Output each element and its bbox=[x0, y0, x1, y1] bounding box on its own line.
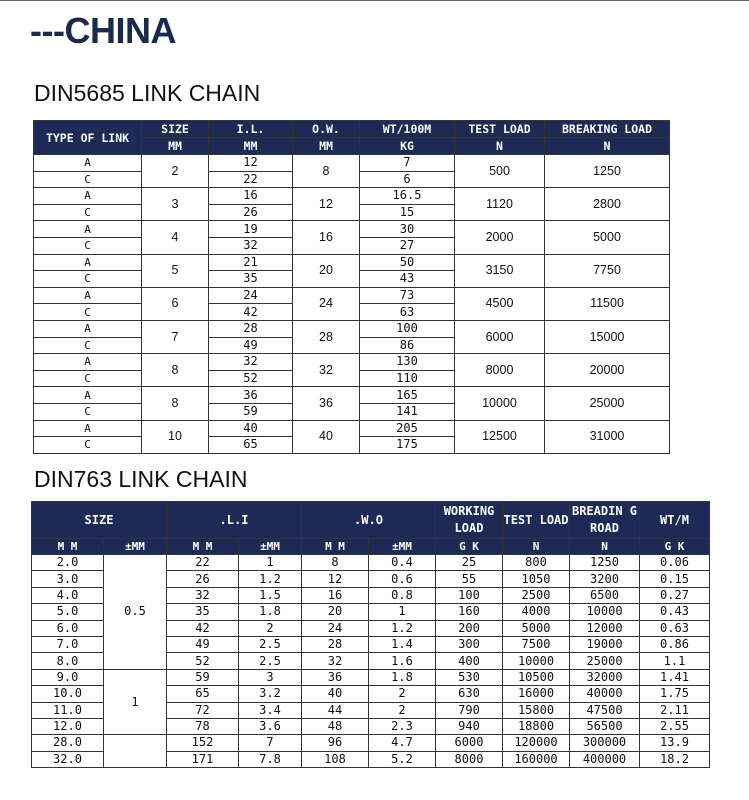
working-load-cell: 25 bbox=[436, 555, 503, 571]
test-load-cell: 160000 bbox=[503, 751, 570, 767]
il-tolerance-cell: 3.6 bbox=[239, 718, 302, 734]
size-cell: 6 bbox=[142, 287, 209, 320]
wo-tolerance-cell: 1.6 bbox=[369, 653, 436, 669]
table-row bbox=[32, 735, 710, 751]
subheader-size-mm: M M bbox=[32, 539, 104, 555]
table-row bbox=[34, 155, 670, 172]
table-row bbox=[34, 254, 670, 271]
link-type-cell: C bbox=[34, 370, 142, 387]
size-cell: 5 bbox=[142, 254, 209, 287]
test-load-cell: 15800 bbox=[503, 702, 570, 718]
il-cell: 40 bbox=[209, 420, 293, 437]
subheader-il-mm: M M bbox=[167, 539, 239, 555]
il-cell: 12 bbox=[209, 155, 293, 172]
table-row bbox=[34, 320, 670, 337]
wo-tolerance-cell: 1.8 bbox=[369, 669, 436, 685]
wo-cell: 48 bbox=[302, 718, 369, 734]
link-type-cell: A bbox=[34, 354, 142, 371]
subheader-test-unit: N bbox=[503, 539, 570, 555]
test-load-cell: 120000 bbox=[503, 735, 570, 751]
il-cell: 42 bbox=[167, 620, 239, 636]
size-cell: 8 bbox=[142, 387, 209, 420]
wt-cell: 1.75 bbox=[640, 686, 710, 702]
il-tolerance-cell: 2.5 bbox=[239, 653, 302, 669]
wo-cell: 20 bbox=[302, 604, 369, 620]
wt-cell: 73 bbox=[360, 287, 455, 304]
header-type-of-link: TYPE OF LINK bbox=[34, 121, 142, 155]
header-wt: WT/100M bbox=[360, 121, 455, 138]
breaking-load-cell: 56500 bbox=[570, 718, 640, 734]
il-cell: 32 bbox=[209, 237, 293, 254]
il-cell: 49 bbox=[209, 337, 293, 354]
test-load-cell: 2500 bbox=[503, 587, 570, 603]
breaking-load-cell: 3200 bbox=[570, 571, 640, 587]
table-row bbox=[32, 669, 710, 685]
wt-cell: 2.11 bbox=[640, 702, 710, 718]
il-tolerance-cell: 3 bbox=[239, 669, 302, 685]
working-load-cell: 940 bbox=[436, 718, 503, 734]
wo-tolerance-cell: 0.6 bbox=[369, 571, 436, 587]
table-row bbox=[34, 354, 670, 371]
test-load-cell: 800 bbox=[503, 555, 570, 571]
header-test-load: TEST LOAD bbox=[455, 121, 545, 138]
test-load-cell: 10000 bbox=[455, 387, 545, 420]
test-load-cell: 500 bbox=[455, 155, 545, 188]
size-tolerance-cell: 0.5 bbox=[104, 555, 167, 670]
header-size-unit: MM bbox=[142, 138, 209, 155]
header-il-unit: MM bbox=[209, 138, 293, 155]
ow-cell: 32 bbox=[293, 354, 360, 387]
test-load-cell: 6000 bbox=[455, 320, 545, 353]
subheader-size-tol: ±MM bbox=[104, 539, 167, 555]
wt-cell: 0.06 bbox=[640, 555, 710, 571]
size-tolerance-cell-empty bbox=[104, 735, 167, 768]
il-cell: 22 bbox=[167, 555, 239, 571]
wt-cell: 110 bbox=[360, 370, 455, 387]
size-cell: 32.0 bbox=[32, 751, 104, 767]
wt-cell: 0.27 bbox=[640, 587, 710, 603]
size-cell: 4.0 bbox=[32, 587, 104, 603]
il-cell: 49 bbox=[167, 636, 239, 652]
il-tolerance-cell: 1.5 bbox=[239, 587, 302, 603]
il-cell: 22 bbox=[209, 171, 293, 188]
working-load-cell: 8000 bbox=[436, 751, 503, 767]
link-type-cell: A bbox=[34, 287, 142, 304]
wo-tolerance-cell: 1.4 bbox=[369, 636, 436, 652]
wt-cell: 100 bbox=[360, 320, 455, 337]
working-load-cell: 6000 bbox=[436, 735, 503, 751]
ow-cell: 16 bbox=[293, 221, 360, 254]
il-tolerance-cell: 2 bbox=[239, 620, 302, 636]
header-working-load: WORKING LOAD bbox=[436, 502, 503, 539]
il-cell: 78 bbox=[167, 718, 239, 734]
working-load-cell: 100 bbox=[436, 587, 503, 603]
il-cell: 36 bbox=[209, 387, 293, 404]
header-test-load-unit: N bbox=[455, 138, 545, 155]
wo-tolerance-cell: 2.3 bbox=[369, 718, 436, 734]
wt-cell: 86 bbox=[360, 337, 455, 354]
wt-cell: 30 bbox=[360, 221, 455, 238]
test-load-cell: 8000 bbox=[455, 354, 545, 387]
link-type-cell: C bbox=[34, 437, 142, 454]
subheader-wo-mm: M M bbox=[302, 539, 369, 555]
subheader-breaking-unit: N bbox=[570, 539, 640, 555]
subheader-wo-tol: ±MM bbox=[369, 539, 436, 555]
ow-cell: 24 bbox=[293, 287, 360, 320]
test-load-cell: 4000 bbox=[503, 604, 570, 620]
wt-cell: 63 bbox=[360, 304, 455, 321]
size-cell: 4 bbox=[142, 221, 209, 254]
il-cell: 16 bbox=[209, 188, 293, 205]
link-type-cell: C bbox=[34, 304, 142, 321]
wo-cell: 96 bbox=[302, 735, 369, 751]
size-tolerance-cell: 1 bbox=[104, 669, 167, 735]
wt-cell: 1.1 bbox=[640, 653, 710, 669]
table-row bbox=[34, 221, 670, 238]
test-load-cell: 12500 bbox=[455, 420, 545, 453]
header-size: SIZE bbox=[32, 502, 167, 539]
test-load-cell: 18800 bbox=[503, 718, 570, 734]
size-cell: 12.0 bbox=[32, 718, 104, 734]
size-cell: 11.0 bbox=[32, 702, 104, 718]
wo-tolerance-cell: 2 bbox=[369, 686, 436, 702]
header-il: .L.I bbox=[167, 502, 302, 539]
header-breaking-load: BREADIN G ROAD bbox=[570, 502, 640, 539]
wt-cell: 18.2 bbox=[640, 751, 710, 767]
brand-heading: ---CHINA bbox=[30, 10, 176, 51]
table-row bbox=[34, 188, 670, 205]
size-cell: 7.0 bbox=[32, 636, 104, 652]
test-load-cell: 7500 bbox=[503, 636, 570, 652]
breaking-load-cell: 6500 bbox=[570, 587, 640, 603]
table-row bbox=[34, 420, 670, 437]
wt-cell: 7 bbox=[360, 155, 455, 172]
size-cell: 6.0 bbox=[32, 620, 104, 636]
working-load-cell: 55 bbox=[436, 571, 503, 587]
wo-cell: 12 bbox=[302, 571, 369, 587]
il-cell: 26 bbox=[209, 204, 293, 221]
header-wo: .W.O bbox=[302, 502, 436, 539]
wt-cell: 1.41 bbox=[640, 669, 710, 685]
il-tolerance-cell: 7 bbox=[239, 735, 302, 751]
breaking-load-cell: 5000 bbox=[545, 221, 670, 254]
wo-cell: 40 bbox=[302, 686, 369, 702]
working-load-cell: 630 bbox=[436, 686, 503, 702]
header-wt: WT/M bbox=[640, 502, 710, 539]
size-cell: 8 bbox=[142, 354, 209, 387]
test-load-cell: 10000 bbox=[503, 653, 570, 669]
wt-cell: 0.43 bbox=[640, 604, 710, 620]
working-load-cell: 200 bbox=[436, 620, 503, 636]
link-type-cell: C bbox=[34, 171, 142, 188]
breaking-load-cell: 19000 bbox=[570, 636, 640, 652]
il-cell: 65 bbox=[167, 686, 239, 702]
wt-cell: 0.86 bbox=[640, 636, 710, 652]
il-cell: 52 bbox=[209, 370, 293, 387]
ow-cell: 40 bbox=[293, 420, 360, 453]
din5685-title: DIN5685 LINK CHAIN bbox=[34, 80, 261, 106]
link-type-cell: A bbox=[34, 254, 142, 271]
link-type-cell: C bbox=[34, 403, 142, 420]
il-tolerance-cell: 2.5 bbox=[239, 636, 302, 652]
din763-body bbox=[32, 555, 710, 768]
wt-cell: 50 bbox=[360, 254, 455, 271]
link-type-cell: C bbox=[34, 271, 142, 288]
breaking-load-cell: 2800 bbox=[545, 188, 670, 221]
il-cell: 59 bbox=[209, 403, 293, 420]
table-row bbox=[32, 555, 710, 571]
wt-cell: 175 bbox=[360, 437, 455, 454]
wo-tolerance-cell: 1.2 bbox=[369, 620, 436, 636]
size-cell: 7 bbox=[142, 320, 209, 353]
link-type-cell: C bbox=[34, 237, 142, 254]
breaking-load-cell: 400000 bbox=[570, 751, 640, 767]
link-type-cell: C bbox=[34, 204, 142, 221]
test-load-cell: 10500 bbox=[503, 669, 570, 685]
test-load-cell: 2000 bbox=[455, 221, 545, 254]
test-load-cell: 1050 bbox=[503, 571, 570, 587]
wt-cell: 2.55 bbox=[640, 718, 710, 734]
il-cell: 35 bbox=[209, 271, 293, 288]
wo-cell: 24 bbox=[302, 620, 369, 636]
breaking-load-cell: 12000 bbox=[570, 620, 640, 636]
wo-cell: 36 bbox=[302, 669, 369, 685]
il-cell: 19 bbox=[209, 221, 293, 238]
wo-cell: 108 bbox=[302, 751, 369, 767]
il-tolerance-cell: 7.8 bbox=[239, 751, 302, 767]
breaking-load-cell: 15000 bbox=[545, 320, 670, 353]
ow-cell: 12 bbox=[293, 188, 360, 221]
wo-cell: 28 bbox=[302, 636, 369, 652]
il-cell: 59 bbox=[167, 669, 239, 685]
subheader-il-tol: ±MM bbox=[239, 539, 302, 555]
header-ow: O.W. bbox=[293, 121, 360, 138]
wo-tolerance-cell: 1 bbox=[369, 604, 436, 620]
wt-cell: 205 bbox=[360, 420, 455, 437]
test-load-cell: 1120 bbox=[455, 188, 545, 221]
ow-cell: 8 bbox=[293, 155, 360, 188]
header-breaking-load-unit: N bbox=[545, 138, 670, 155]
test-load-cell: 3150 bbox=[455, 254, 545, 287]
wt-cell: 16.5 bbox=[360, 188, 455, 205]
il-cell: 171 bbox=[167, 751, 239, 767]
header-size: SIZE bbox=[142, 121, 209, 138]
header-wt-unit: KG bbox=[360, 138, 455, 155]
il-cell: 35 bbox=[167, 604, 239, 620]
breaking-load-cell: 20000 bbox=[545, 354, 670, 387]
wt-cell: 0.15 bbox=[640, 571, 710, 587]
breaking-load-cell: 47500 bbox=[570, 702, 640, 718]
wo-cell: 32 bbox=[302, 653, 369, 669]
il-cell: 28 bbox=[209, 320, 293, 337]
size-cell: 2.0 bbox=[32, 555, 104, 571]
ow-cell: 36 bbox=[293, 387, 360, 420]
il-cell: 24 bbox=[209, 287, 293, 304]
il-cell: 21 bbox=[209, 254, 293, 271]
wo-tolerance-cell: 0.4 bbox=[369, 555, 436, 571]
wt-cell: 0.63 bbox=[640, 620, 710, 636]
il-cell: 42 bbox=[209, 304, 293, 321]
breaking-load-cell: 25000 bbox=[545, 387, 670, 420]
din763-table bbox=[31, 501, 710, 768]
size-cell: 9.0 bbox=[32, 669, 104, 685]
breaking-load-cell: 40000 bbox=[570, 686, 640, 702]
working-load-cell: 160 bbox=[436, 604, 503, 620]
il-cell: 52 bbox=[167, 653, 239, 669]
breaking-load-cell: 7750 bbox=[545, 254, 670, 287]
wo-tolerance-cell: 4.7 bbox=[369, 735, 436, 751]
il-cell: 72 bbox=[167, 702, 239, 718]
header-ow-unit: MM bbox=[293, 138, 360, 155]
breaking-load-cell: 31000 bbox=[545, 420, 670, 453]
link-type-cell: A bbox=[34, 387, 142, 404]
header-il: I.L. bbox=[209, 121, 293, 138]
ow-cell: 20 bbox=[293, 254, 360, 287]
header-breaking-load: BREAKING LOAD bbox=[545, 121, 670, 138]
din5685-header bbox=[34, 121, 670, 155]
breaking-load-cell: 1250 bbox=[545, 155, 670, 188]
test-load-cell: 5000 bbox=[503, 620, 570, 636]
working-load-cell: 530 bbox=[436, 669, 503, 685]
wt-cell: 141 bbox=[360, 403, 455, 420]
ow-cell: 28 bbox=[293, 320, 360, 353]
il-tolerance-cell: 3.4 bbox=[239, 702, 302, 718]
il-cell: 32 bbox=[209, 354, 293, 371]
subheader-working-unit: G K bbox=[436, 539, 503, 555]
top-border-line bbox=[0, 0, 749, 1]
din763-title: DIN763 LINK CHAIN bbox=[34, 466, 248, 492]
il-cell: 26 bbox=[167, 571, 239, 587]
wo-cell: 16 bbox=[302, 587, 369, 603]
wt-cell: 15 bbox=[360, 204, 455, 221]
size-cell: 2 bbox=[142, 155, 209, 188]
link-type-cell: A bbox=[34, 420, 142, 437]
working-load-cell: 790 bbox=[436, 702, 503, 718]
wt-cell: 165 bbox=[360, 387, 455, 404]
table-row bbox=[34, 387, 670, 404]
wo-tolerance-cell: 2 bbox=[369, 702, 436, 718]
wo-tolerance-cell: 0.8 bbox=[369, 587, 436, 603]
din5685-table bbox=[33, 120, 670, 454]
breaking-load-cell: 32000 bbox=[570, 669, 640, 685]
din5685-body bbox=[34, 155, 670, 454]
wo-tolerance-cell: 5.2 bbox=[369, 751, 436, 767]
il-tolerance-cell: 3.2 bbox=[239, 686, 302, 702]
il-cell: 152 bbox=[167, 735, 239, 751]
wo-cell: 44 bbox=[302, 702, 369, 718]
test-load-cell: 4500 bbox=[455, 287, 545, 320]
breaking-load-cell: 1250 bbox=[570, 555, 640, 571]
wt-cell: 43 bbox=[360, 271, 455, 288]
size-cell: 3.0 bbox=[32, 571, 104, 587]
breaking-load-cell: 11500 bbox=[545, 287, 670, 320]
size-cell: 5.0 bbox=[32, 604, 104, 620]
size-cell: 10.0 bbox=[32, 686, 104, 702]
breaking-load-cell: 10000 bbox=[570, 604, 640, 620]
size-cell: 28.0 bbox=[32, 735, 104, 751]
din763-header bbox=[32, 502, 710, 555]
size-cell: 10 bbox=[142, 420, 209, 453]
wt-cell: 27 bbox=[360, 237, 455, 254]
link-type-cell: A bbox=[34, 221, 142, 238]
wt-cell: 130 bbox=[360, 354, 455, 371]
wo-cell: 8 bbox=[302, 555, 369, 571]
breaking-load-cell: 300000 bbox=[570, 735, 640, 751]
table-row bbox=[34, 287, 670, 304]
size-cell: 8.0 bbox=[32, 653, 104, 669]
il-tolerance-cell: 1.8 bbox=[239, 604, 302, 620]
wt-cell: 13.9 bbox=[640, 735, 710, 751]
link-type-cell: C bbox=[34, 337, 142, 354]
il-tolerance-cell: 1 bbox=[239, 555, 302, 571]
breaking-load-cell: 25000 bbox=[570, 653, 640, 669]
test-load-cell: 16000 bbox=[503, 686, 570, 702]
size-cell: 3 bbox=[142, 188, 209, 221]
working-load-cell: 300 bbox=[436, 636, 503, 652]
wt-cell: 6 bbox=[360, 171, 455, 188]
il-cell: 32 bbox=[167, 587, 239, 603]
link-type-cell: A bbox=[34, 188, 142, 205]
link-type-cell: A bbox=[34, 320, 142, 337]
il-tolerance-cell: 1.2 bbox=[239, 571, 302, 587]
header-test-load: TEST LOAD bbox=[503, 502, 570, 539]
link-type-cell: A bbox=[34, 155, 142, 172]
working-load-cell: 400 bbox=[436, 653, 503, 669]
subheader-wt-unit: G K bbox=[640, 539, 710, 555]
il-cell: 65 bbox=[209, 437, 293, 454]
